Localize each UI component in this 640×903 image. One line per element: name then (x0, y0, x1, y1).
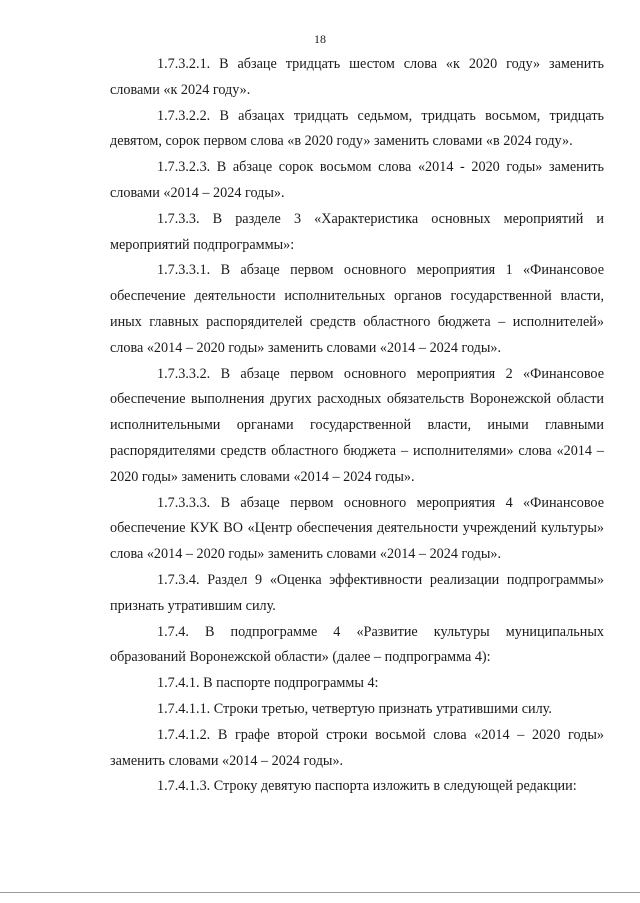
paragraph-1-7-4-1-2: 1.7.4.1.2. В графе второй строки восьмой слова «2014 – 2020 годы» заменить словами «2014 – 2024 годы». (110, 726, 604, 769)
paragraph-1-7-3-3-3: 1.7.3.3.3. В абзаце первом основного мероприятия 4 «Финансовое обеспечение КУК ВО «Центр обеспечения деятельности учреждений культуры» слова «2014 – 2020 годы» заменить словами «2014 – 2024 годы». (110, 494, 604, 563)
paragraph-1-7-3-2-1: 1.7.3.2.1. В абзаце тридцать шестом слова «к 2020 году» заменить словами «к 2024 году». (110, 56, 604, 98)
paragraph-1-7-4-1-3: 1.7.4.1.3. Строку девятую паспорта изложить в следующей редакции: (157, 778, 577, 795)
page-number: 18 (314, 32, 326, 46)
paragraph-1-7-3-3: 1.7.3.3. В разделе 3 «Характеристика основных мероприятий и мероприятий подпрограммы»: (110, 210, 604, 253)
paragraph-1-7-4-1: 1.7.4.1. В паспорте подпрограммы 4: (157, 675, 379, 692)
paragraph-1-7-3-2-3: 1.7.3.2.3. В абзаце сорок восьмом слова «2014 - 2020 годы» заменить словами «2014 – 2024 годы». (110, 159, 604, 201)
paragraph-1-7-4-1-1: 1.7.4.1.1. Строки третью, четвертую признать утратившими силу. (157, 700, 552, 717)
paragraph-1-7-3-2-2: 1.7.3.2.2. В абзацах тридцать седьмом, тридцать восьмом, тридцать девятом, сорок первом слова «в 2020 году» заменить словами «в 2024 году». (110, 107, 604, 150)
paragraph-1-7-4: 1.7.4. В подпрограмме 4 «Развитие культуры муниципальных образований Воронежской области» (далее – подпрограмма 4): (110, 623, 604, 666)
paragraph-1-7-3-3-1: 1.7.3.3.1. В абзаце первом основного мероприятия 1 «Финансовое обеспечение деятельности исполнительных органов государственной власти, иных главных распорядителей средств областного бюджета – исполнителей» слова «2014 – 2020 годы» заменить словами «2014 – 2024 годы». (110, 262, 604, 356)
scan-edge-line (0, 892, 640, 893)
document-body (110, 52, 604, 800)
paragraph-1-7-3-4: 1.7.3.4. Раздел 9 «Оценка эффективности реализации подпрограммы» признать утратившим силу. (110, 571, 604, 614)
paragraph-1-7-3-3-2: 1.7.3.3.2. В абзаце первом основного мероприятия 2 «Финансовое обеспечение выполнения других расходных обязательств Воронежской области исполнительными органами государственной власти, иными главными распорядителями средств областного бюджета – исполнителями» слова «2014 – 2020 годы» заменить словами «2014 – 2024 годы». (110, 365, 604, 485)
